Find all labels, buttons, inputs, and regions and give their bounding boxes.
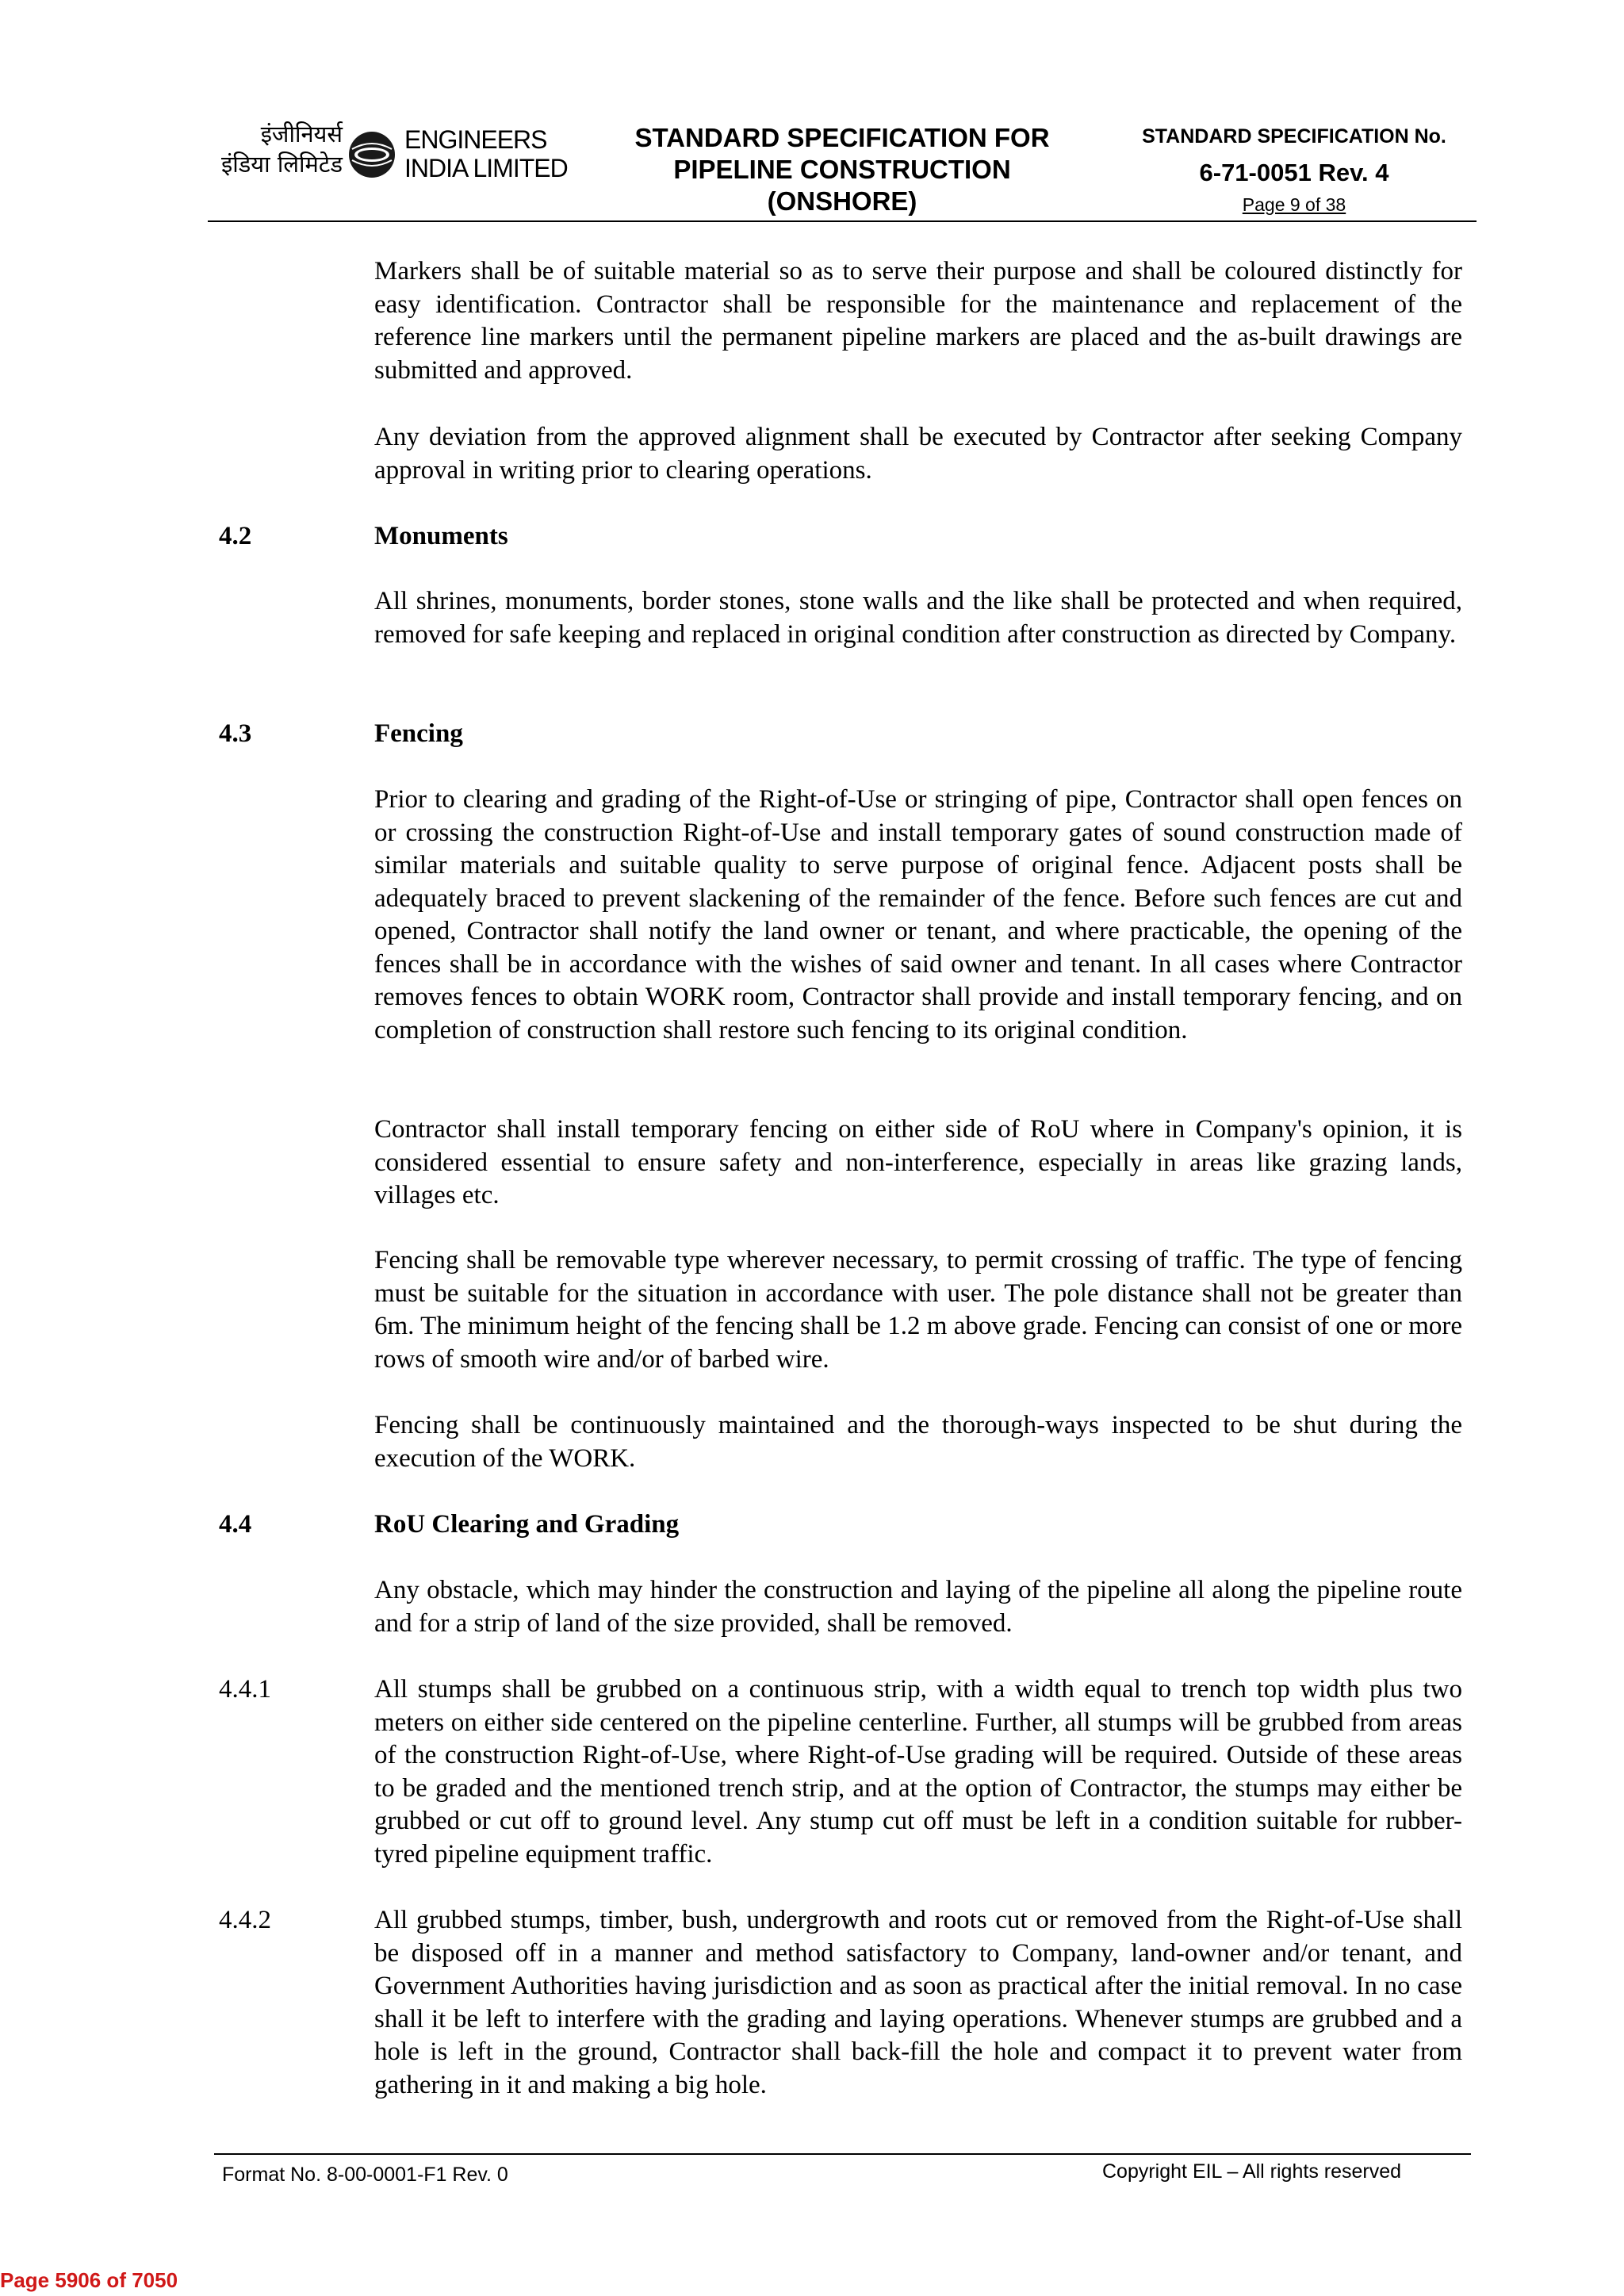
page-number: Page 9 of 38 <box>1242 194 1346 215</box>
document-title: STANDARD SPECIFICATION FOR PIPELINE CONSTRUCTION (ONSHORE) <box>634 123 1050 216</box>
section-title-fencing: Fencing <box>374 719 463 748</box>
section-title-rou-clearing: RoU Clearing and Grading <box>374 1510 680 1539</box>
spec-info <box>1096 122 1492 217</box>
format-number: Format No. 8-00-0001-F1 Rev. 0 <box>222 2164 508 2186</box>
page-stamp: Page 5906 of 7050 <box>0 2268 178 2292</box>
intro-paragraph-1: Markers shall be of suitable material so as to serve their purpose and shall be coloured distinctly for easy identification. Contractor shall be responsible for the maintenance and replacement of the reference line markers until the permanent pipeline markers are placed and the as-built drawings are submitted and approved. <box>374 257 1462 385</box>
company-logo <box>208 117 636 205</box>
monuments-paragraph: All shrines, monuments, border stones, stone walls and the like shall be protected and when required, removed for safe keeping and replaced in original condition after construction as directed by Company. <box>374 587 1462 649</box>
section-number: 4.2 <box>219 522 252 550</box>
section-number: 4.3 <box>219 719 252 748</box>
grubbed-stumps-paragraph: All grubbed stumps, timber, bush, undergrowth and roots cut or removed from the Right-of-Use shall be disposed off in a manner and method satisfactory to Company, land-owner and/or tenant, and Government Authorities having jurisdiction and as soon as practical after the initial removal. In no case shall it be left to interfere with the grading and laying operations. Whenever stumps are grubbed and a hole is left in the ground, Contractor shall back-fill the hole and compact it to prevent water from gathering in it and making a big hole. <box>374 1906 1462 2099</box>
subsection-number: 4.4.2 <box>219 1906 271 1934</box>
rou-clearing-paragraph: Any obstacle, which may hinder the construction and laying of the pipeline all along the pipeline route and for a strip of land of the size provided, shall be removed. <box>374 1576 1462 1638</box>
section-title-monuments: Monuments <box>374 522 508 550</box>
eil-emblem-icon <box>347 130 396 179</box>
spec-label: STANDARD SPECIFICATION No. <box>1142 125 1446 148</box>
logo-english-text: ENGINEERS INDIA LIMITED <box>404 125 568 182</box>
logo-hindi-text: इंजीनियर्स इंडिया लिमिटेड <box>221 121 343 178</box>
copyright-notice: Copyright EIL – All rights reserved <box>1102 2160 1402 2183</box>
fencing-paragraph-1: Prior to clearing and grading of the Right-of-Use or stringing of pipe, Contractor shall open fences on or crossing the construction Right-of-Use and install temporary gates of sound construction made of similar materials and suitable quality to serve purpose of original fence. Adjacent posts shall be adequately braced to prevent slackening of the remainder of the fence. Before such fences are cut and opened, Contractor shall notify the land owner or tenant, and where practicable, the opening of the fences shall be in accordance with the wishes of said owner and tenant. In all cases where Contractor removes fences to obtain WORK room, Contractor shall provide and install temporary fencing, and on completion of construction shall restore such fencing to its original condition. <box>374 785 1462 1045</box>
fencing-paragraph-4: Fencing shall be continuously maintained and the thorough-ways inspected to be shut during the execution of the WORK. <box>374 1411 1462 1473</box>
section-number: 4.4 <box>219 1510 252 1539</box>
fencing-paragraph-2: Contractor shall install temporary fencing on either side of RoU where in Company's opinion, it is considered essential to ensure safety and non-interference, especially in areas like grazing lands, villages etc. <box>374 1115 1462 1209</box>
stumps-paragraph: All stumps shall be grubbed on a continuous strip, with a width equal to trench top width plus two meters on either side centered on the pipeline centerline. Further, all stumps will be grubbed from areas of the construction Right-of-Use, where Right-of-Use grading will be required. Outside of these areas to be graded and the mentioned trench strip, and at the option of Contractor, the stumps may either be grubbed or cut off to ground level. Any stump cut off must be left in a condition suitable for rubber-tyred pipeline equipment traffic. <box>374 1675 1462 1869</box>
subsection-number: 4.4.1 <box>219 1675 271 1704</box>
intro-paragraph-2: Any deviation from the approved alignment shall be executed by Contractor after seeking Company approval in writing prior to clearing operations. <box>374 423 1462 485</box>
fencing-paragraph-3: Fencing shall be removable type wherever necessary, to permit crossing of traffic. The type of fencing must be suitable for the situation in accordance with user. The pole distance shall not be greater than 6m. The minimum height of the fencing shall be 1.2 m above grade. Fencing can consist of one or more rows of smooth wire and/or of barbed wire. <box>374 1246 1462 1374</box>
page-header <box>208 117 1477 220</box>
footer-divider <box>214 2153 1471 2155</box>
header-divider <box>208 220 1477 222</box>
spec-number: 6-71-0051 Rev. 4 <box>1199 159 1389 186</box>
